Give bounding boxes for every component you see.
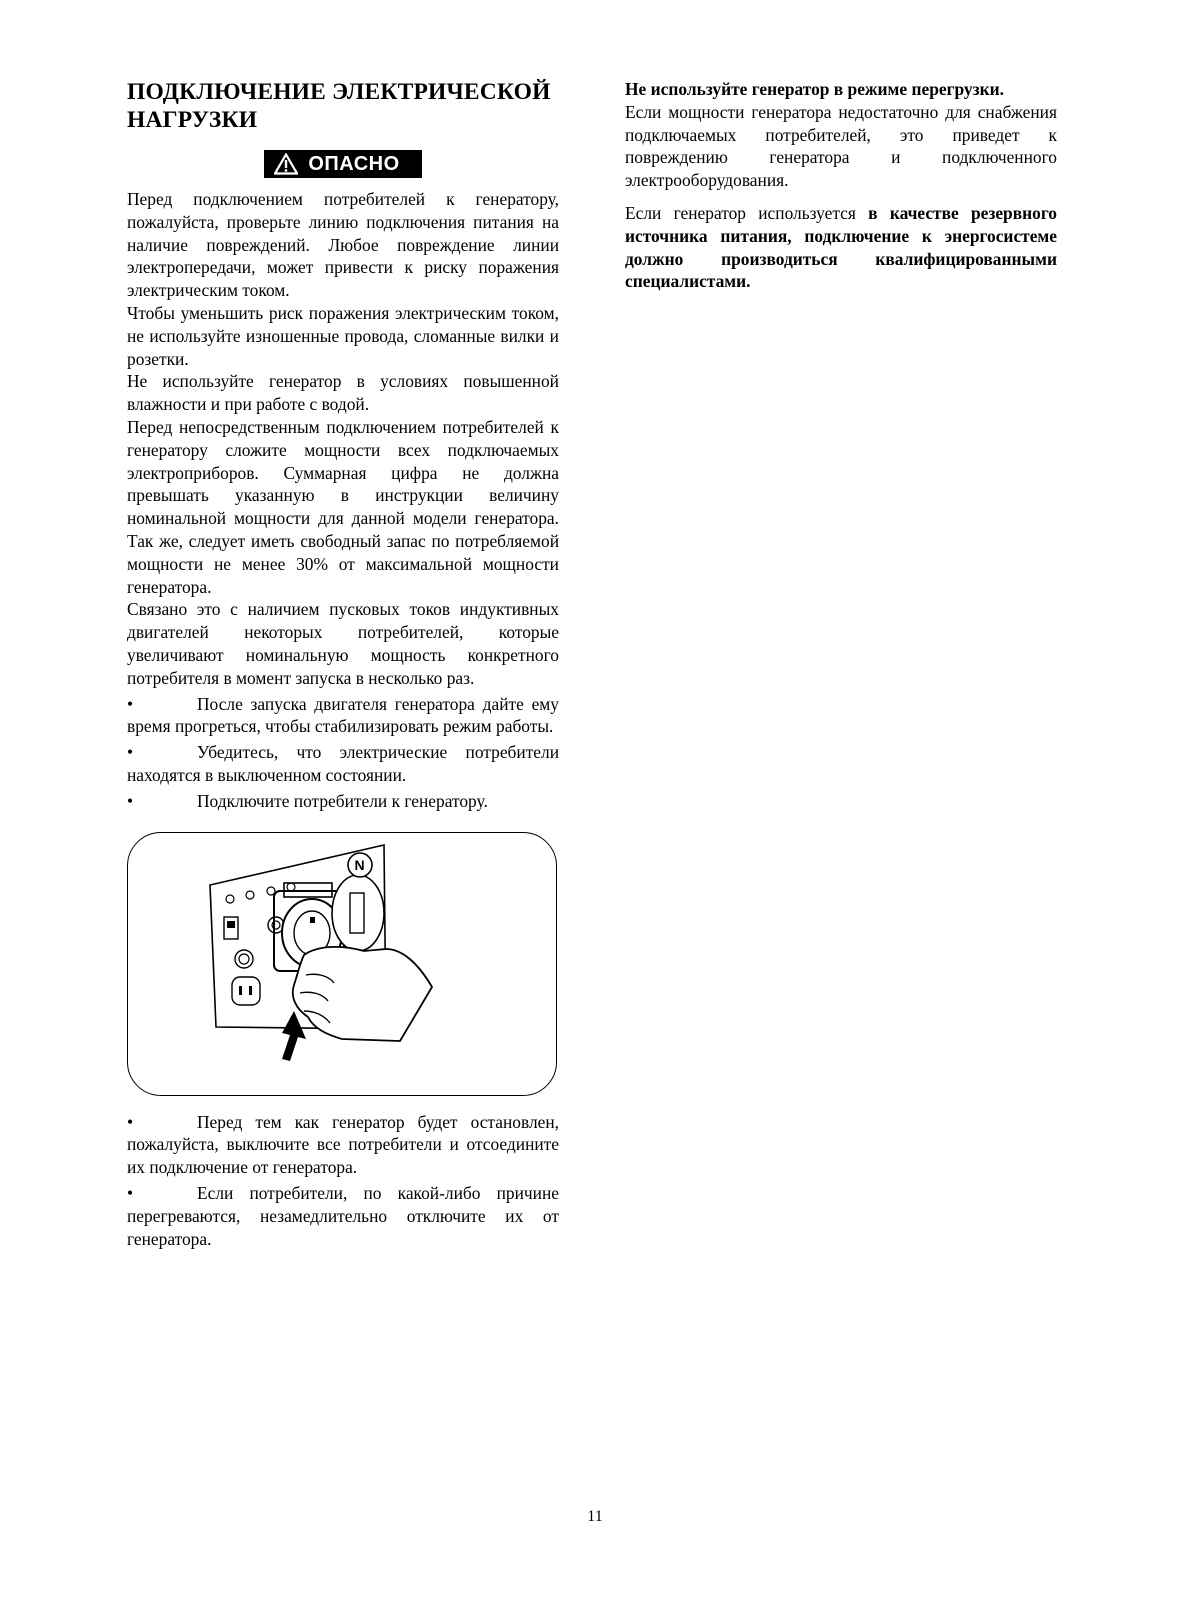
bullet-marker: •	[127, 1111, 134, 1132]
bullet-item	[127, 1111, 559, 1179]
overload-warning-heading: Не используйте генератор в режиме перегрузки.	[625, 79, 1005, 99]
paragraph-worn-wires: Чтобы уменьшить риск поражения электрическим током, не используйте изношенные провода, сломанные вилки и розетки.	[127, 302, 559, 369]
danger-label: ОПАСНО	[308, 152, 400, 175]
paragraph-humidity: Не используйте генератор в условиях повышенной влажности и при работе с водой.	[127, 371, 559, 415]
danger-banner-wrap	[127, 150, 559, 180]
bullet-item	[127, 693, 559, 739]
bullet-marker: •	[127, 693, 134, 714]
bullet-text: Если потребители, по какой-либо причине перегреваются, незамедлительно отключите их от генератора.	[127, 1182, 559, 1249]
bullet-item	[127, 1182, 559, 1250]
warning-triangle-icon	[274, 153, 298, 175]
right-column	[625, 78, 1057, 293]
bullet-marker: •	[127, 790, 134, 811]
page-number: 11	[587, 1508, 603, 1525]
svg-text:N: N	[354, 856, 365, 873]
overload-warning-text: Если мощности генератора недостаточно для снабжения подключаемых потребителей, это приведет к повреждению генератора и подключенного электрооборудования.	[625, 101, 1057, 191]
bullet-text: Убедитесь, что электрические потребители находятся в выключенном состоянии.	[127, 742, 559, 785]
bullet-text: Перед тем как генератор будет остановлен, пожалуйста, выключите все потребители и отсоедините их подключение от генератора.	[127, 1111, 559, 1178]
section-title-line1: ПОДКЛЮЧЕНИЕ ЭЛЕКТРИЧЕСКОЙ	[127, 79, 551, 105]
bullet-item	[127, 790, 559, 813]
paragraph-inrush-current: Связано это с наличием пусковых токов индуктивных двигателей некоторых потребителей, которые увеличивают номинальную мощность конкретного потребителя в момент запуска в несколько раз.	[127, 599, 559, 688]
bullet-marker: •	[127, 1182, 134, 1203]
paragraph-power-sum: Перед непосредственным подключением потребителей к генератору сложите мощности всех подключаемых электроприборов. Суммарная цифра не должна превышать указанную в инструкции величину номинальной мощности для данной модели генератора. Так же, следует иметь свободный запас по потребляемой мощности не менее 30% от максимальной мощности генератора.	[127, 416, 559, 597]
danger-banner	[264, 150, 421, 178]
paragraph-check-line: Перед подключением потребителей к генератору, пожалуйста, проверьте линию подключения питания на наличие повреждений. Любое повреждение линии электропередачи, может привести к риску поражения электрическим током.	[127, 189, 559, 301]
section-title	[127, 78, 559, 134]
generator-panel-plug-drawing	[128, 833, 556, 1095]
backup-power-prefix: Если генератор используется	[625, 202, 869, 223]
bullet-text: После запуска двигателя генератора дайте ему время прогреться, чтобы стабилизировать режим работы.	[127, 693, 559, 737]
section-title-line2: НАГРУЗКИ	[127, 107, 258, 133]
bullet-item	[127, 741, 559, 787]
backup-power-paragraph	[625, 202, 1057, 293]
left-column	[127, 78, 559, 1250]
bullet-text: Подключите потребители к генератору.	[197, 790, 488, 811]
backup-power-bold: в качестве резервного источника питания, подключение к энергосистеме должно производиться квалифицированными специалистами.	[625, 202, 1057, 292]
connection-illustration	[127, 832, 557, 1096]
bullet-marker: •	[127, 742, 134, 763]
